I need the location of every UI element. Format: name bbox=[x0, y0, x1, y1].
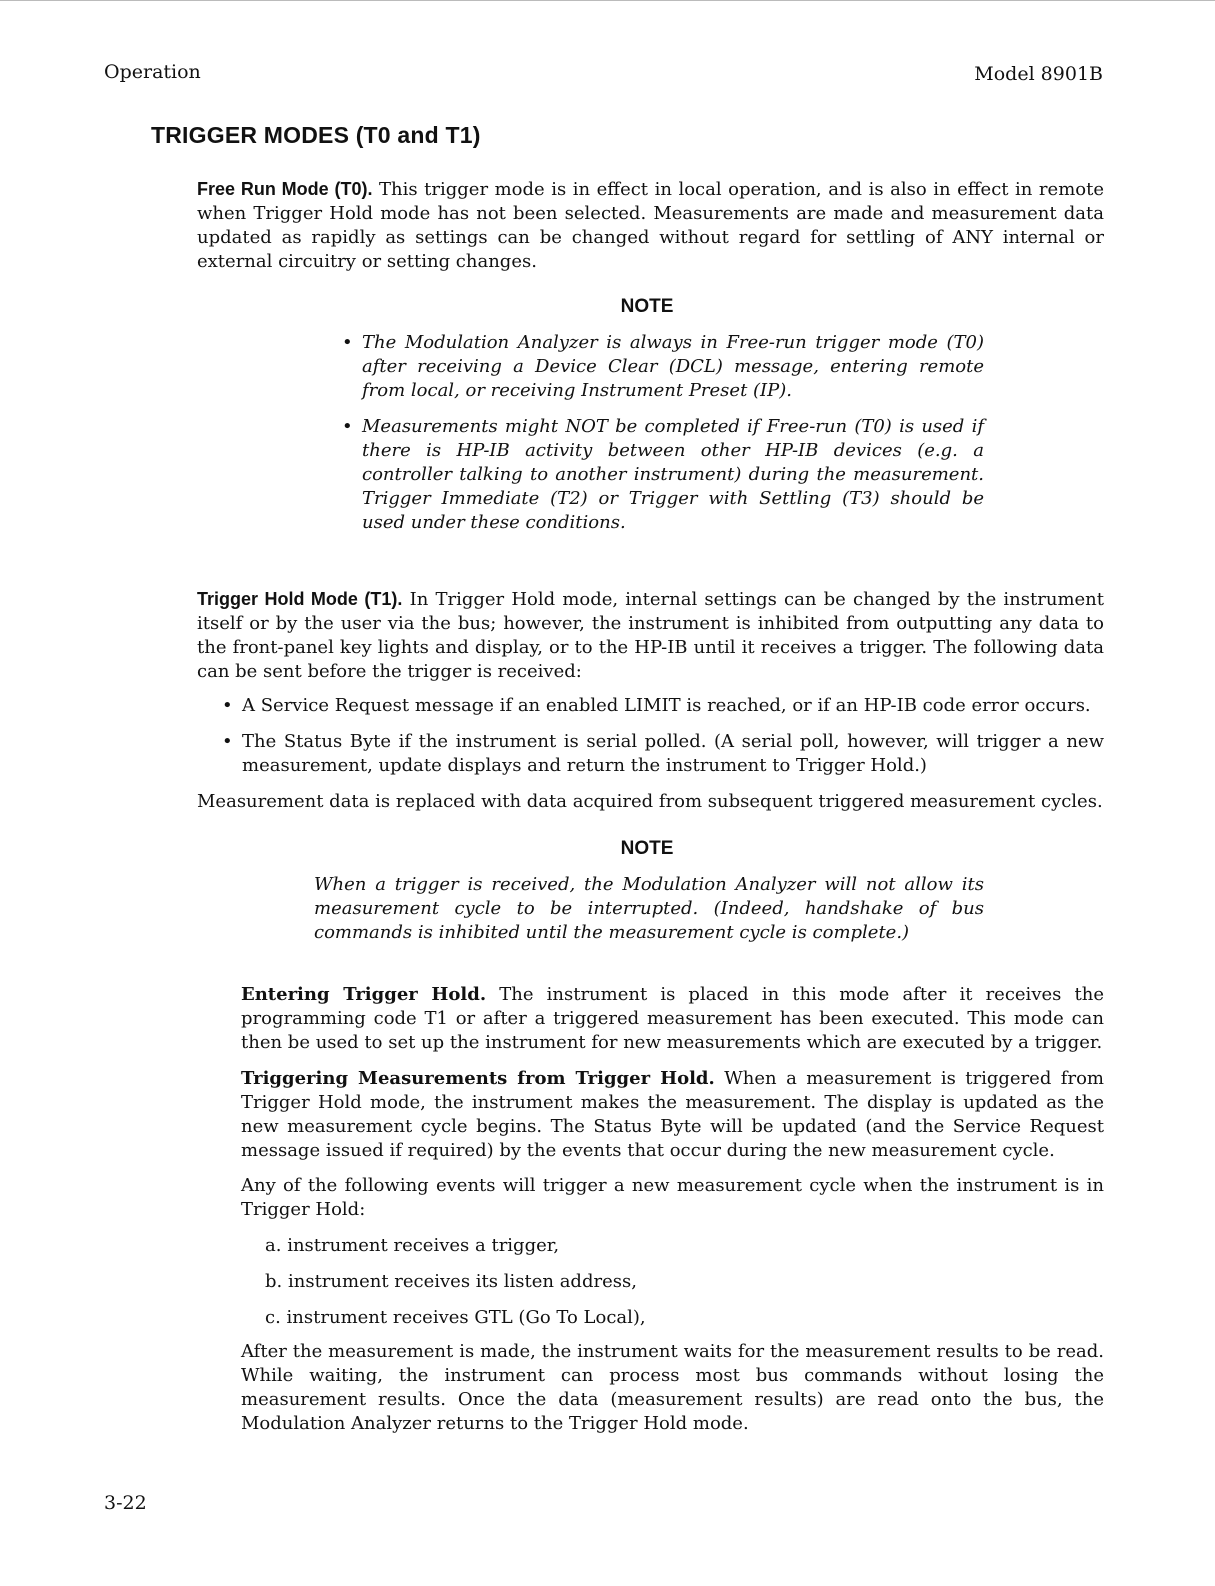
page-number: 3-22 bbox=[104, 1492, 147, 1514]
triggering-text: When a measurement is triggered from Trigger Hold mode, the instrument makes the measurement. The display is updated as the new measurement cycle begins. The Status Byte will be updated (and the Service Request message issued if required) by the events that occur during the new measurement cycle. bbox=[241, 1068, 1104, 1161]
top-rule bbox=[0, 0, 1215, 1]
event-text: instrument receives GTL (Go To Local), bbox=[286, 1307, 646, 1328]
entering-text: The instrument is placed in this mode after it receives the programming code T1 or after a triggered measurement has been executed. This mode can then be used to set up the instrument for new measurements which are executed by a trigger. bbox=[241, 984, 1104, 1053]
event-item-c bbox=[265, 1306, 646, 1330]
trigger-hold-bullet: • A Service Request message if an enabled LIMIT is reached, or if an HP-IB code error occurs. bbox=[222, 694, 1104, 718]
entering-heading: Entering Trigger Hold. bbox=[241, 984, 487, 1005]
trigger-hold-text: In Trigger Hold mode, internal settings can be changed by the instrument itself or by the user via the bus; however, the instrument is inhibited from outputting any data to the front-panel key lights and display, or to the HP-IB until it receives a trigger. The following data can be sent before the trigger is received: bbox=[197, 589, 1104, 682]
note-heading-1: NOTE bbox=[620, 296, 674, 317]
note-1-list bbox=[342, 331, 984, 535]
trigger-hold-heading: Trigger Hold Mode (T1). bbox=[197, 589, 403, 609]
event-label: a. bbox=[265, 1235, 282, 1256]
event-text: instrument receives its listen address, bbox=[287, 1271, 637, 1292]
trigger-hold-bullet: • The Status Byte if the instrument is serial polled. (A serial poll, however, will trigger a new measurement, update displays and return the instrument to Trigger Hold.) bbox=[222, 730, 1104, 778]
free-run-heading: Free Run Mode (T0). bbox=[197, 179, 373, 199]
section-title: TRIGGER MODES (T0 and T1) bbox=[151, 122, 481, 148]
trigger-hold-bullets bbox=[222, 694, 1104, 778]
triggering-paragraph bbox=[241, 1067, 1104, 1163]
measurement-data-paragraph: Measurement data is replaced with data acquired from subsequent triggered measurement cycles. bbox=[197, 791, 1103, 812]
event-item-a bbox=[265, 1234, 559, 1258]
note-1-item: • Measurements might NOT be completed if Free-run (T0) is used if there is HP-IB activity between other HP-IB devices (e.g. a controller talking to another instrument) during the measurement. Trigger Immediate (T2) or Trigger with Settling (T3) should be used under these conditions. bbox=[342, 415, 984, 535]
event-item-b bbox=[265, 1270, 637, 1294]
note-1-item: • The Modulation Analyzer is always in Free-run trigger mode (T0) after receiving a Device Clear (DCL) message, entering remote from local, or receiving Instrument Preset (IP). bbox=[342, 331, 984, 403]
trigger-hold-paragraph bbox=[197, 587, 1104, 684]
free-run-text: This trigger mode is in effect in local operation, and is also in effect in remote when Trigger Hold mode has not been selected. Measurements are made and measurement data updated as rapidly as settings can be changed without regard for settling of ANY internal or external circuitry or setting changes. bbox=[197, 179, 1104, 272]
entering-paragraph bbox=[241, 983, 1104, 1055]
event-text: instrument receives a trigger, bbox=[287, 1235, 560, 1256]
event-label: c. bbox=[265, 1307, 281, 1328]
note-2-text: When a trigger is received, the Modulation Analyzer will not allow its measurement cycle to be interrupted. (Indeed, handshake of bus commands is inhibited until the measurement cycle is complete.) bbox=[314, 874, 984, 943]
header-model-label: Model 8901B bbox=[974, 63, 1103, 85]
events-intro-paragraph: Any of the following events will trigger a new measurement cycle when the instrument is in Trigger Hold: bbox=[241, 1175, 1104, 1220]
header-section-label: Operation bbox=[104, 61, 201, 83]
event-label: b. bbox=[265, 1271, 283, 1292]
triggering-heading: Triggering Measurements from Trigger Hold. bbox=[241, 1068, 715, 1089]
note-heading-2: NOTE bbox=[620, 838, 674, 859]
free-run-paragraph bbox=[197, 177, 1104, 274]
after-measurement-paragraph: After the measurement is made, the instrument waits for the measurement results to be read. While waiting, the instrument can process most bus commands without losing the measurement results. Once the data (measurement results) are read onto the bus, the Modulation Analyzer returns to the Trigger Hold mode. bbox=[241, 1341, 1104, 1434]
